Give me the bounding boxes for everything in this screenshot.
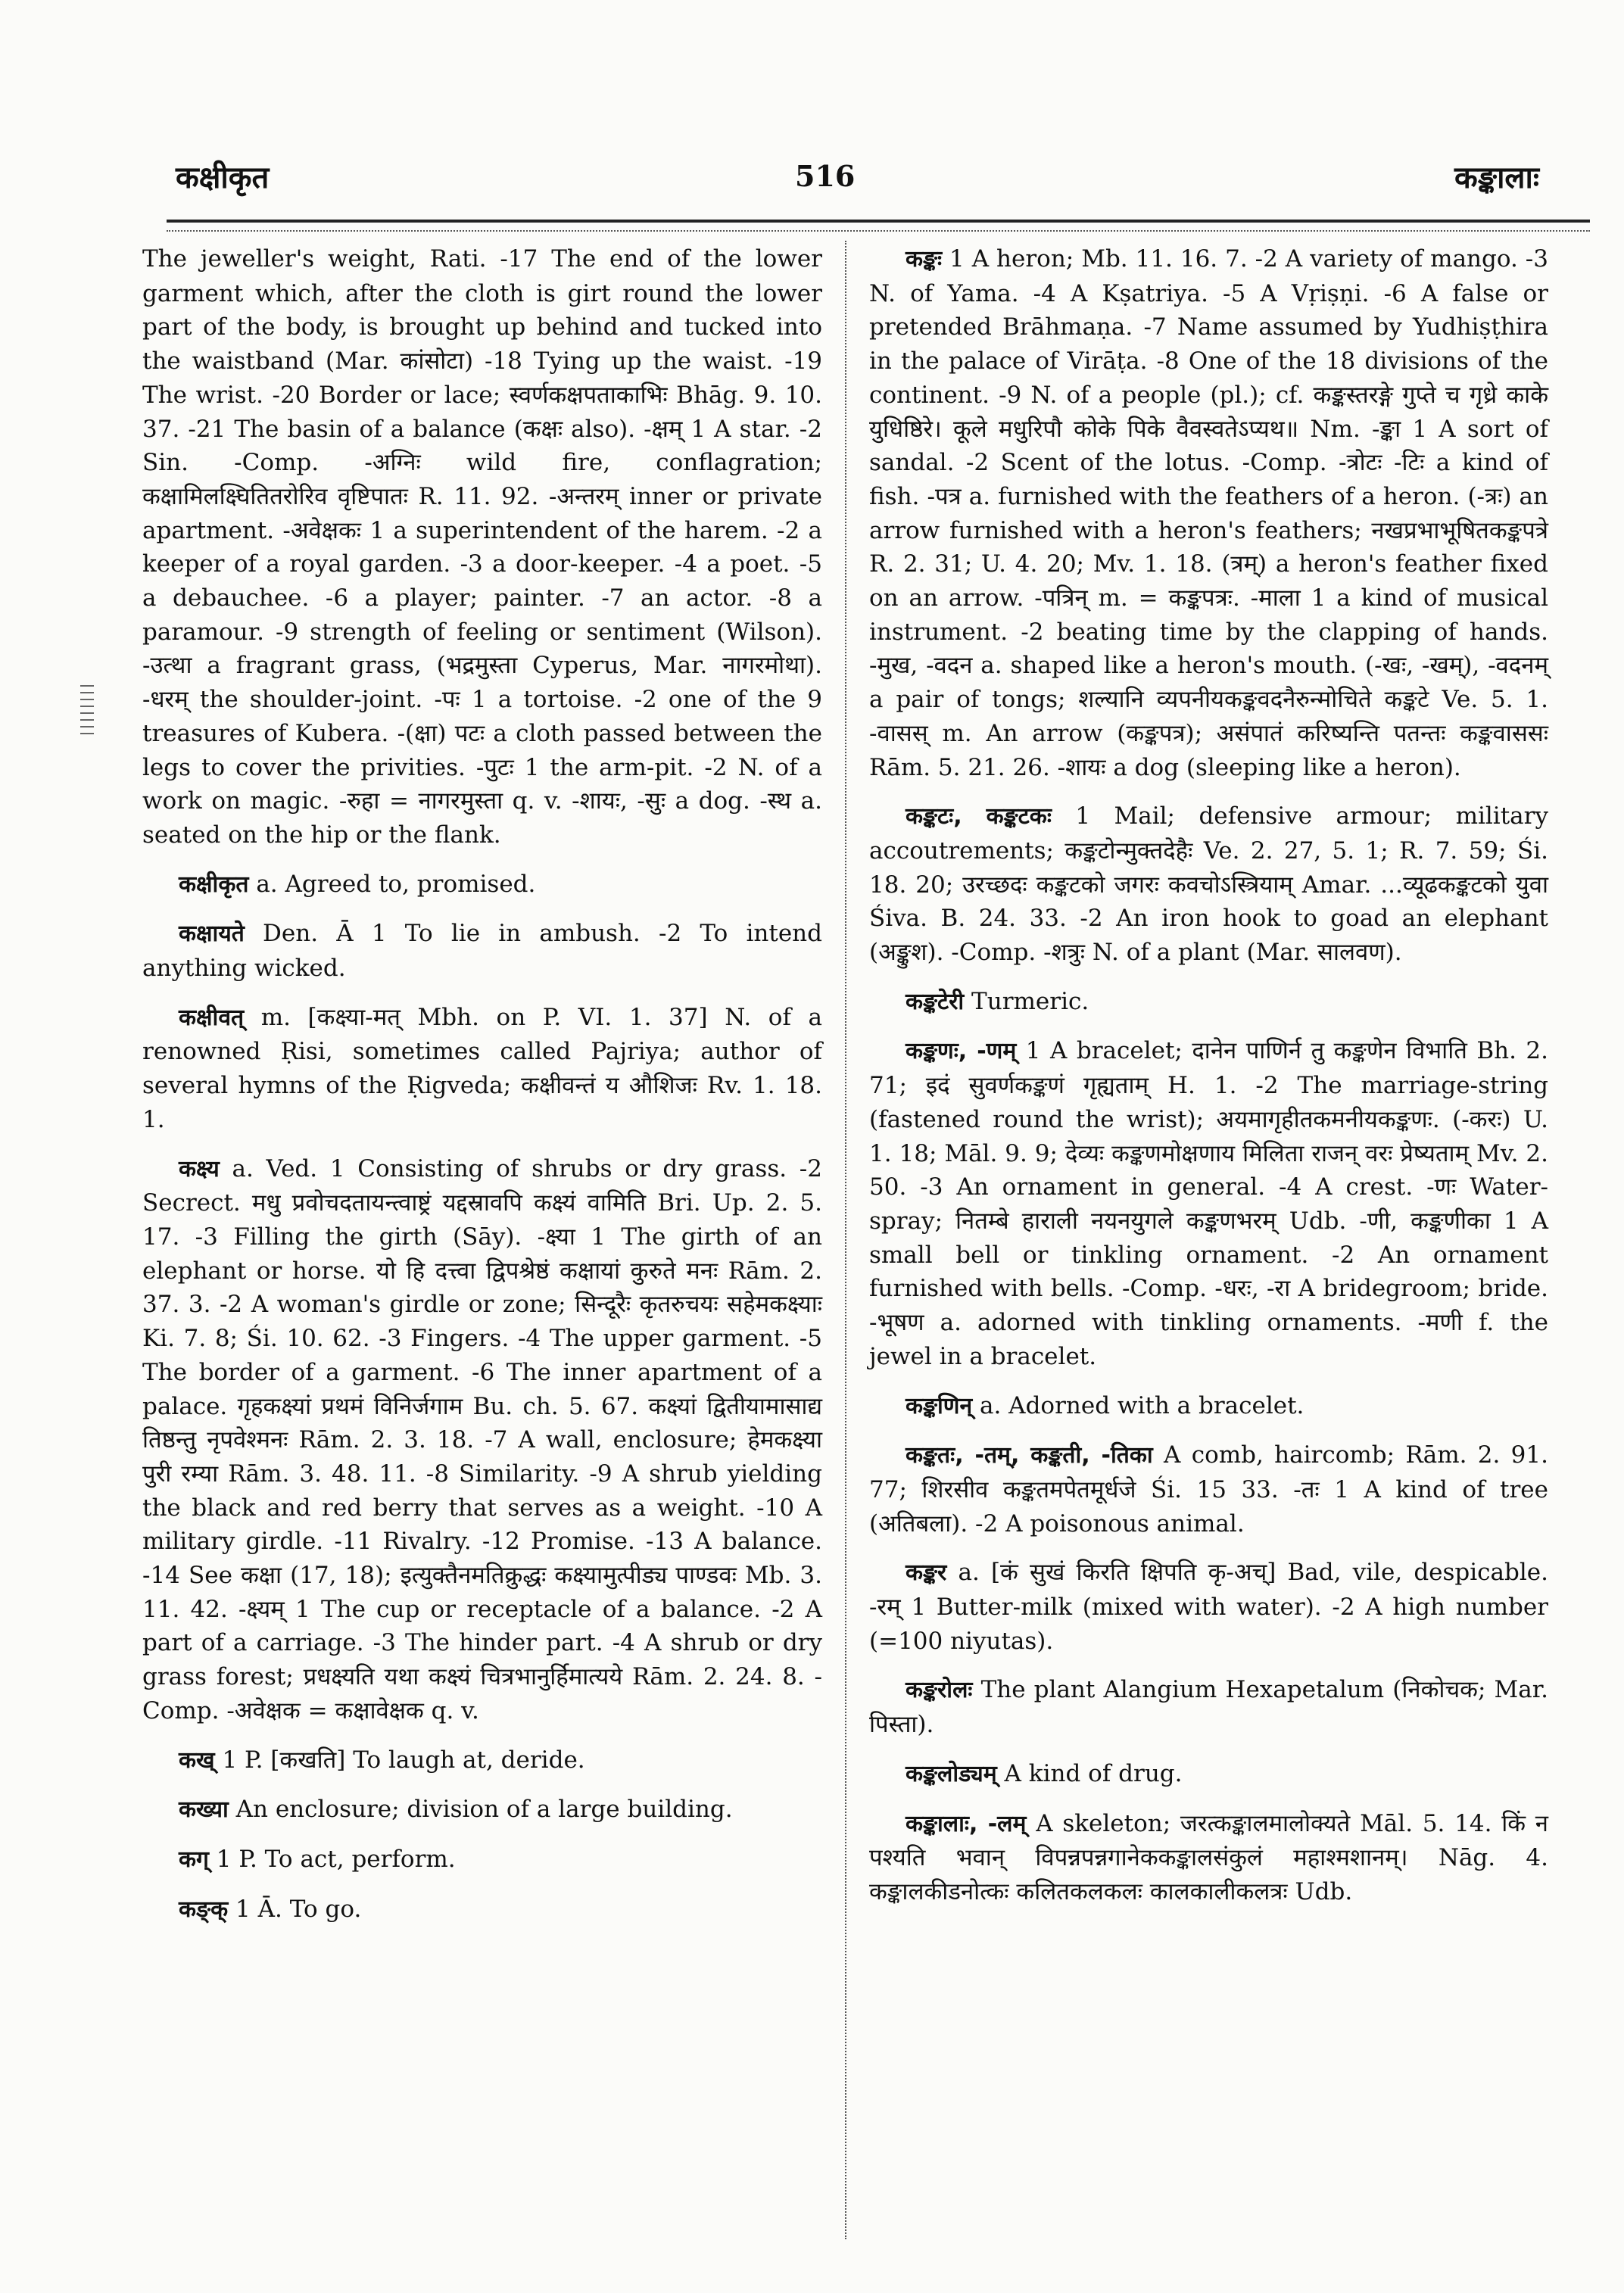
definition: A comb, haircomb; Rām. 2. 91. 77; शिरसीव कङ्कतमपेतमूर्धजे Śi. 15 33. -तः 1 A kind of tree (अतिबला). -2 A poisonous animal. — [869, 1441, 1548, 1537]
headword: कक्षीकृत — [179, 871, 249, 898]
definition: 1 A heron; Mb. 11. 16. 7. -2 A variety of mango. -3 N. of Yama. -4 A Kṣatriya. -5 A Vṛiṣṇi. -6 A false or pretended Brāhmaṇa. -7 Name assumed by Yudhiṣṭhira in the palace of Virāṭa. -8 One of the 18 divisions of the continent. -9 N. of a people (pl.); cf. कङ्कस्तरङ्गे गुप्ते च गृध्रे काके युधिष्ठिरे। कूले मधुरिपौ कोके पिके वैवस्वतेऽप्यथ॥ Nm. -ङ्का 1 A sort of sandal. -2 Scent of the lotus. -Comp. -त्रोटः -टिः a kind of fish. -पत्र a. furnished with the feathers of a heron. (-त्रः) an arrow furnished with a heron's feathers; नखप्रभाभूषितकङ्कपत्रे R. 2. 31; U. 4. 20; Mv. 1. 18. (त्रम्) a heron's feather fixed on an arrow. -पत्रिन् m. = कङ्कपत्रः. -माला 1 a kind of musical instrument. -2 beating time by the clapping of hands. -मुख, -वदन a. shaped like a heron's mouth. (-खः, -खम्), -वदनम् a pair of tongs; शल्यानि व्यपनीयकङ्कवदनैरुन्मोचिते कङ्कटे Ve. 5. 1. -वासस् m. An arrow (कङ्कपत्र); असंपातं करिष्यन्ति पतन्तः कङ्कवाससः Rām. 5. 21. 26. -शायः a dog (sleeping like a heron). — [869, 245, 1548, 781]
definition: 1 Ā. To go. — [228, 1895, 362, 1923]
definition: a. [कं सुखं किरति क्षिपति कृ-अच्] Bad, vile, despicable. -रम् 1 Butter-milk (mixed with water). -2 A high number (=100 niyutas). — [869, 1559, 1548, 1655]
definition: a. Ved. 1 Consisting of shrubs or dry grass. -2 Secrect. मधु प्रवोचदतायन्त्वाष्ट्रं यद्दस्रावपि कक्ष्यं वामिति Bri. Up. 2. 5. 17. -3 Filling the girth (Sāy). -क्ष्या 1 The girth of an elephant or horse. यो हि दत्त्वा द्विपश्रेष्ठं कक्षायां कुरुते मनः Rām. 2. 37. 3. -2 A woman's girdle or zone; सिन्दूरैः कृतरुचयः सहेमकक्ष्याः Ki. 7. 8; Śi. 10. 62. -3 Fingers. -4 The upper garment. -5 The border of a garment. -6 The inner apartment of a palace. गृहकक्ष्यां प्रथमं विनिर्जगाम Bu. ch. 5. 67. कक्ष्यां द्वितीयामासाद्य तिष्ठन्तु नृपवेश्मनः Rām. 2. 3. 18. -7 A wall, enclosure; हेमकक्ष्या पुरी रम्या Rām. 3. 48. 11. -8 Similarity. -9 A shrub yielding the black and red berry that serves as a weight. -10 A military girdle. -11 Rivalry. -12 Promise. -13 A balance. -14 See कक्षा (17, 18); इत्युक्तैनमतिक्रुद्धः कक्ष्यामुत्पीड्य पाण्डवः Mb. 3. 11. 42. -क्ष्यम् 1 The cup or receptacle of a balance. -2 A part of a carriage. -3 The hinder part. -4 A shrub or dry grass forest; प्रधक्ष्यति यथा कक्ष्यं चित्रभानुर्हिमात्यये Rām. 2. 24. 8. -Comp. -अवेक्षक = कक्षावेक्षक q. v. — [142, 1154, 822, 1724]
dictionary-entry — [869, 1673, 1548, 1741]
headword: कङ्कर — [906, 1559, 947, 1587]
dictionary-entry — [869, 1757, 1548, 1792]
dictionary-entry — [142, 1001, 822, 1137]
dictionary-entry — [142, 1152, 822, 1728]
headword: कख् — [179, 1746, 215, 1774]
headword: कङ्कः — [906, 246, 943, 273]
dictionary-entry — [869, 1389, 1548, 1424]
definition: An enclosure; division of a large building. — [228, 1796, 733, 1824]
definition: 1 P. To act, perform. — [208, 1845, 456, 1873]
dictionary-entry — [869, 1807, 1548, 1909]
definition: The plant Alangium Hexapetalum (निकोचक; Mar. पिस्ता). — [869, 1676, 1548, 1739]
headword: कक्ष्य — [179, 1155, 220, 1182]
dictionary-entry — [142, 917, 822, 985]
definition: The jeweller's weight, Rati. -17 The end of the lower garment which, after the cloth is girt round the lower part of the body, is brought up behind and tucked into the waistband (Mar. कांसोटा) -18 Tying up the waist. -19 The wrist. -20 Border or lace; स्वर्णकक्षपताकाभिः Bhāg. 9. 10. 37. -21 The basin of a balance (कक्षः also). -क्षम् 1 A star. -2 Sin. -Comp. -अग्निः wild fire, conflagration; कक्षामिलक्ष्घितितरोरिव वृष्टिपातः R. 11. 92. -अन्तरम् inner or private apartment. -अवेक्षकः 1 a superintendent of the harem. -2 a keeper of a royal garden. -3 a door-keeper. -4 a poet. -5 a debauchee. -6 a player; painter. -7 an actor. -8 a paramour. -9 strength of feeling or sentiment (Wilson). -उत्था a fragrant grass, (भद्रमुस्ता Cyperus, Mar. नागरमोथा). -धरम् the shoulder-joint. -पः 1 a tortoise. -2 one of the 9 treasures of Kubera. -(क्षा) पटः a cloth passed between the legs to cover the privities. -पुटः 1 the arm-pit. -2 N. of a work on magic. -रुहा = नागरमुस्ता q. v. -शायः, -सुः a dog. -स्थ a. seated on the hip or the flank. — [142, 245, 822, 849]
dictionary-entry — [142, 868, 822, 902]
headword: कङ्क् — [179, 1896, 229, 1923]
dictionary-entry — [142, 1793, 822, 1827]
dictionary-entry — [869, 799, 1548, 970]
dictionary-entry — [869, 1034, 1548, 1373]
dictionary-entry — [142, 1743, 822, 1778]
headword: कङ्कालाः, -लम् — [906, 1810, 1027, 1837]
header-rule — [167, 220, 1590, 223]
margin-mark — [80, 685, 94, 738]
running-head-left: कक्षीकृत — [176, 160, 270, 195]
definition: Den. Ā 1 To lie in ambush. -2 To intend anything wicked. — [142, 920, 822, 983]
headword: कग् — [179, 1846, 209, 1873]
headword: कङ्कतः, -तम्, कङ्कती, -तिका — [906, 1442, 1153, 1469]
headword: कख्या — [179, 1796, 229, 1824]
dictionary-entry — [869, 1556, 1548, 1658]
headword: कङ्कणः, -णम् — [906, 1038, 1017, 1065]
definition: A kind of drug. — [996, 1759, 1183, 1787]
headword: कङ्कटः, कङ्कटकः — [906, 803, 1052, 830]
dictionary-entry — [142, 1843, 822, 1877]
column-divider — [845, 241, 846, 2239]
page-number: 516 — [795, 159, 856, 193]
dictionary-entry — [869, 242, 1548, 784]
definition: Turmeric. — [964, 987, 1089, 1015]
definition: 1 Mail; defensive armour; military accoutrements; कङ्कटोन्मुक्तदेहैः Ve. 2. 27, 5. 1; R. 7. 59; Śi. 18. 20; उरच्छदः कङ्कटको जगरः कवचोऽस्त्रियाम् Amar. ...व्यूढकङ्कटको युवा Śiva. B. 24. 33. -2 An iron hook to goad an elephant (अङ्कुश). -Comp. -शत्रुः N. of a plant (Mar. सालवण). — [869, 802, 1548, 967]
running-head-right: कङ्कालाः — [1454, 160, 1539, 195]
definition: 1 P. [कखति] To laugh at, deride. — [214, 1746, 585, 1774]
headword: कक्षीवत् — [179, 1004, 245, 1031]
headword: कङ्कणिन् — [906, 1392, 973, 1419]
right-column — [869, 242, 1548, 1924]
left-column — [142, 242, 822, 1942]
definition: m. [कक्ष्या-मत् Mbh. on P. VI. 1. 37] N. of a renowned Ṛisi, sometimes called Pajriya; author of several hymns of the Ṛigveda; कक्षीवन्तं य औशिजः Rv. 1. 18. 1. — [142, 1003, 822, 1133]
dictionary-entry — [869, 1438, 1548, 1541]
dictionary-entry — [869, 985, 1548, 1020]
headword: कङ्कटेरी — [906, 988, 965, 1015]
headword: कङ्करोलः — [906, 1677, 973, 1704]
dictionary-entry — [142, 242, 822, 852]
definition: 1 A bracelet; दानेन पाणिर्न तु कङ्कणेन विभाति Bh. 2. 71; इदं सुवर्णकङ्कणं गृह्यताम् H. 1. -2 The marriage-string (fastened round the wrist); अयमागृहीतकमनीयकङ्कणः. (-करः) U. 1. 18; Māl. 9. 9; देव्यः कङ्कणमोक्षणाय मिलिता राजन् वरः प्रेष्यताम् Mv. 2. 50. -3 An ornament in general. -4 A crest. -णः Water-spray; नितम्बे हाराली नयनयुगले कङ्कणभरम् Udb. -णी, कङ्कणीका 1 A small bell or tinkling ornament. -2 An ornament furnished with bells. -Comp. -धरः, -रा A bridegroom; bride. -भूषण a. adorned with tinkling ornaments. -मणी f. the jewel in a bracelet. — [869, 1037, 1549, 1370]
definition: A skeleton; जरत्कङ्कालमालोक्यते Māl. 5. 14. किं न पश्यति भवान् विपन्नपन्नगानेककङ्कालसंकुलं महाश्मशानम्। Nāg. 4. कङ्कालकीडनोत्कः कलितकलकलः कालकालीकलत्रः Udb. — [869, 1809, 1548, 1905]
headword: कङ्कलोड्यम् — [906, 1760, 997, 1787]
definition: a. Adorned with a bracelet. — [972, 1391, 1304, 1419]
headword: कक्षायते — [179, 921, 245, 948]
definition: a. Agreed to, promised. — [248, 870, 536, 898]
header-dotted-rule — [167, 230, 1590, 232]
dictionary-entry — [142, 1893, 822, 1927]
